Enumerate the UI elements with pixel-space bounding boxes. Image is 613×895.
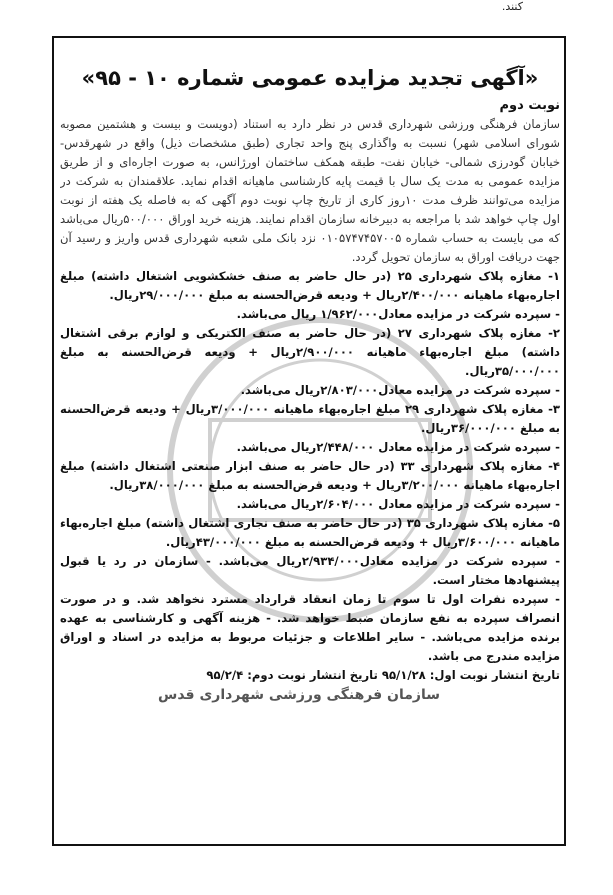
round-label: نوبت دوم xyxy=(499,98,560,113)
notice-title: «آگهی تجدید مزایده عمومی شماره ۱۰ - ۹۵» xyxy=(81,66,539,90)
shop-deposit-3: - سپرده شرکت در مزایده معادل ۲/۴۴۸/۰۰۰ریال می‌باشد. xyxy=(236,440,560,454)
shop-deposit-1: - سپرده شرکت در مزایده معادل۱/۹۶۲/۰۰۰ ریال می‌باشد. xyxy=(236,307,560,321)
shop-item-3: ۳- مغازه پلاک شهرداری ۲۹ مبلغ اجاره‌بهاء ماهیانه ۳/۰۰۰/۰۰۰ریال + ودیعه قرض‌الحسنه به مبلغ ۳۶/۰۰۰/۰۰۰ریال. xyxy=(60,402,560,435)
shop-item-1: ۱- مغازه پلاک شهرداری ۲۵ (در حال حاضر به صنف خشکشویی اشتغال داشته) مبلغ اجاره‌بهاء ماهیانه ۲/۴۰۰/۰۰۰ریال + ودیعه قرض‌الحسنه به مبلغ ۲۹/۰۰۰/۰۰۰ریال. xyxy=(60,269,560,302)
shop-item-5: ۵- مغازه پلاک شهرداری ۳۵ (در حال حاضر به صنف نجاری اشتغال داشته) مبلغ اجاره‌بهاء ماهیانه ۳/۶۰۰/۰۰۰ریال + ودیعه قرض‌الحسنه به مبلغ ۴۳/۰۰۰/۰۰۰ریال. xyxy=(60,516,560,549)
shop-list xyxy=(60,267,560,590)
intro-paragraph: سازمان فرهنگی ورزشی شهرداری قدس در نظر دارد به استناد (دویست و بیست و هشتمین مصوبه شورای اسلامی شهر) نسبت به واگذاری پنج واحد تجاری (طبق مشخصات ذیل) واقع در شهرقدس- خیابان گودرزی شمالی- خیابان نفت- طبقه همکف ساختمان اورژانس، به صورت اجاره‌ای و از طریق مزایده عمومی به مدت یک سال با قیمت پایه کارشناسی ماهیانه اقدام نماید. علاقمندان به شرکت در مزایده می‌توانند ظرف مدت ۱۰روز کاری از تاریخ چاپ نوبت دوم آگهی که به فاصله یک هفته از نوبت اول چاپ خواهد شد با مراجعه به دبیرخانه سازمان اقدام نمایند. هزینه خرید اوراق ۵۰۰/۰۰۰ریال می‌باشد که می بایست به حساب شماره ۰۱۰۵۷۴۷۴۵۷۰۰۵ نزد بانک ملی شعبه شهرداری قدس واریز و رسید آن جهت دریافت اوراق به سازمان تحویل گردد. xyxy=(60,117,560,264)
organization-signature: سازمان فرهنگی ورزشی شهرداری قدس xyxy=(158,687,440,703)
shop-deposit-4: - سپرده شرکت در مزایده معادل ۲/۶۰۴/۰۰۰ریال می‌باشد. xyxy=(236,497,560,511)
shop-item-4: ۴- مغازه پلاک شهرداری ۳۳ (در حال حاضر به صنف ابزار صنعتی اشتغال داشته) مبلغ اجاره‌بهاء ماهیانه ۳/۲۰۰/۰۰۰ریال + ودیعه قرض‌الحسنه به مبلغ ۳۸/۰۰۰/۰۰۰ریال. xyxy=(60,459,560,492)
publication-dates: تاریخ انتشار نوبت اول: ۹۵/۱/۲۸ تاریخ انتشار نوبت دوم: ۹۵/۲/۴ xyxy=(206,668,560,682)
shop-deposit-5: - سپرده شرکت در مزایده معادل۲/۹۳۴/۰۰۰ریال می‌باشد. - سازمان در رد یا قبول پیشنهادها مختار است. xyxy=(60,554,560,587)
header-fragment: کنند. xyxy=(501,0,523,13)
shop-deposit-2: - سپرده شرکت در مزایده معادل۲/۸۰۳/۰۰۰ریال می‌باشد. xyxy=(240,383,560,397)
shop-item-2: ۲- مغازه پلاک شهرداری ۲۷ (در حال حاضر به صنف الکتریکی و لوازم برقی اشتغال داشته) مبلغ اجاره‌بهاء ماهیانه ۲/۹۰۰/۰۰۰ریال + ودیعه قرض‌الحسنه به مبلغ ۳۵/۰۰۰/۰۰۰ریال. xyxy=(60,326,560,378)
notice-content xyxy=(60,44,560,834)
terms-notes: - سپرده نفرات اول تا سوم تا زمان انعقاد قرارداد مسترد نخواهد شد. و در صورت انصراف سپرده به نفع سازمان ضبط خواهد شد. - هزینه آگهی و کارشناسی به عهده برنده مزایده می‌باشد. - سایر اطلاعات و جزئیات مربوط به مزایده در اسناد و اوراق مزایده مندرج می باشد. xyxy=(60,592,560,663)
